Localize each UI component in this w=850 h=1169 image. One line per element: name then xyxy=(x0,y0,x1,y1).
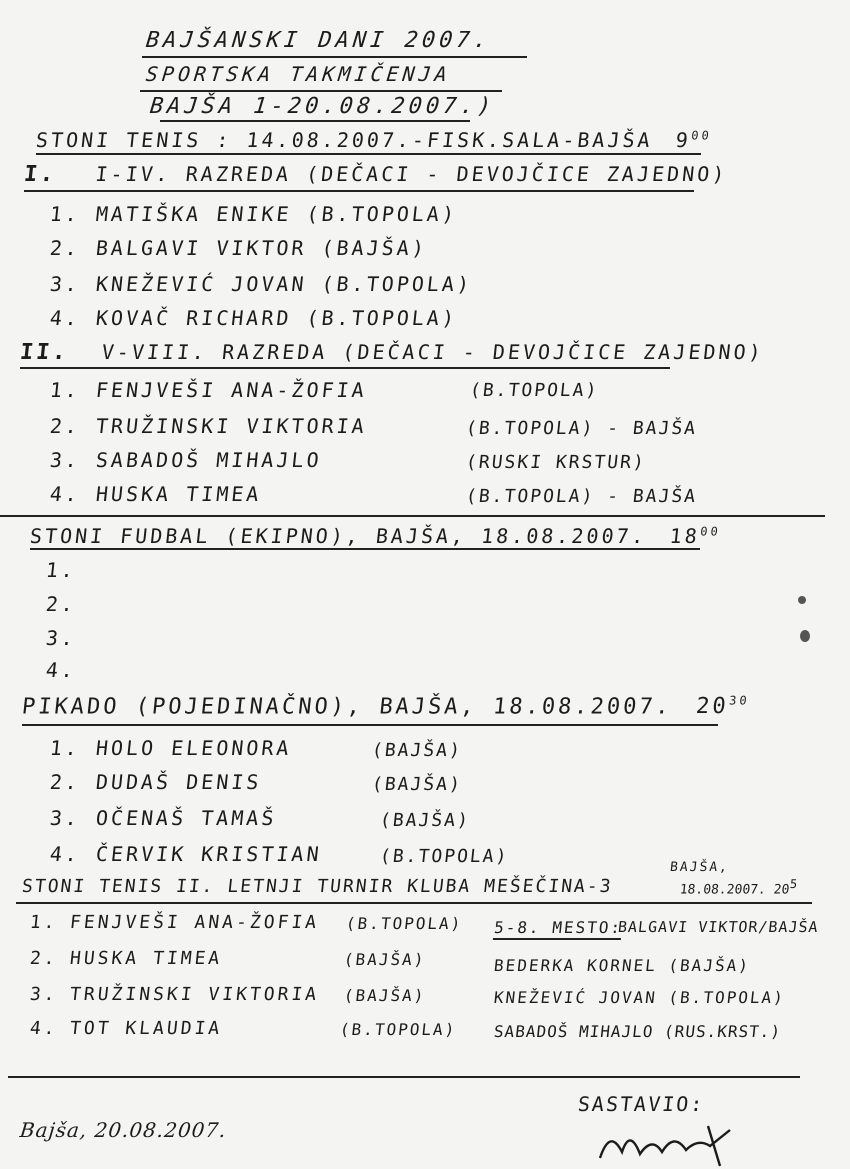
category-label: V-VIII. RAZREDA (DEČACI - DEVOJČICE ZAJEDNO) xyxy=(100,340,765,364)
item-name: MATIŠKA ENIKE xyxy=(94,202,293,226)
section-underline xyxy=(36,153,701,155)
item-number: 3. xyxy=(48,272,82,296)
category-underline xyxy=(24,190,694,192)
list-item xyxy=(29,984,320,1005)
item-number: 2. xyxy=(48,236,82,260)
list-item: 1. xyxy=(44,558,78,582)
item-name: HUSKA TIMEA xyxy=(94,482,263,506)
item-name: KNEŽEVIĆ JOVAN xyxy=(94,272,308,296)
header-subtitle: SPORTSKA TAKMIČENJA xyxy=(144,62,453,86)
header-underline-3 xyxy=(160,120,470,122)
item-number: 3. xyxy=(28,984,59,1005)
section-underline xyxy=(22,724,718,726)
section-time xyxy=(695,694,751,719)
time-min: 00 xyxy=(699,524,722,539)
item-club: (B.TOPOLA) xyxy=(345,914,464,933)
item-club: (BAJŠA) xyxy=(378,810,471,831)
item-club: (BAJŠA) xyxy=(370,740,463,761)
places-item: BEDERKA KORNEL (BAJŠA) xyxy=(493,956,751,975)
time-hour: 20 xyxy=(694,694,730,720)
item-number: 3. xyxy=(48,806,82,830)
section-time xyxy=(674,128,712,152)
list-item xyxy=(49,378,368,402)
header-underline-2 xyxy=(140,90,502,92)
item-name: FENJVEŠI ANA-ŽOFIA xyxy=(68,912,321,933)
list-item xyxy=(29,948,223,969)
time-min: 30 xyxy=(728,694,751,708)
item-club: (B.TOPOLA) xyxy=(468,380,600,401)
list-item: 2. xyxy=(44,592,78,616)
section-stoni-fudbal-title xyxy=(29,524,722,548)
section-underline xyxy=(16,902,812,904)
section-pikado-title xyxy=(21,694,751,719)
time-hour: 20 xyxy=(772,882,791,898)
section-stoni-tenis-title xyxy=(35,128,713,152)
roman-numeral: I. xyxy=(22,162,58,187)
list-item: 3. xyxy=(44,626,78,650)
item-club: (RUSKI KRSTUR) xyxy=(464,452,647,473)
list-item xyxy=(49,306,459,330)
item-number: 4. xyxy=(48,306,82,330)
places-item: SABADOŠ MIHAJLO (RUS.KRST.) xyxy=(493,1022,783,1041)
item-name: DUDAŠ DENIS xyxy=(94,770,263,794)
item-name: BALGAVI VIKTOR xyxy=(94,236,308,260)
item-number: 2. xyxy=(48,414,82,438)
places-item: KNEŽEVIĆ JOVAN (B.TOPOLA) xyxy=(493,988,786,1007)
item-club: (BAJŠA) xyxy=(343,950,427,969)
section-place: BAJŠA, xyxy=(669,860,730,875)
list-item xyxy=(49,770,263,794)
divider-line xyxy=(0,515,825,517)
item-club: (B.TOPOLA) - BAJŠA xyxy=(464,486,699,507)
list-item xyxy=(49,806,278,830)
header-underline-1 xyxy=(142,56,527,58)
list-item xyxy=(49,272,474,296)
time-hour: 9 xyxy=(674,128,693,152)
section-time xyxy=(679,877,798,897)
item-name: HUSKA TIMEA xyxy=(68,948,224,969)
section-title-text: PIKADO (POJEDINAČNO), BAJŠA, 18.08.2007. xyxy=(20,694,674,720)
item-name: TRUŽINSKI VIKTORIA xyxy=(68,984,321,1005)
item-club: (B.TOPOLA) xyxy=(320,272,474,296)
item-name: TOT KLAUDIA xyxy=(68,1018,224,1039)
item-club: (BAJŠA) xyxy=(370,774,463,795)
category-underline xyxy=(20,367,670,369)
time-min: 00 xyxy=(690,128,713,143)
list-item xyxy=(29,1018,223,1039)
ink-smudge xyxy=(800,630,810,642)
time-min: 5 xyxy=(789,877,798,891)
list-item xyxy=(49,236,428,260)
footer-place-date: Bajša, 20.08.2007. xyxy=(18,1118,228,1142)
header-dates: BAJŠA 1-20.08.2007.) xyxy=(148,94,497,119)
roman-numeral: II. xyxy=(18,340,71,365)
item-club: (B.TOPOLA) xyxy=(339,1020,458,1039)
item-number: 3. xyxy=(48,448,82,472)
category-label: I-IV. RAZREDA (DEČACI - DEVOJČICE ZAJEDNO) xyxy=(94,162,729,186)
section-title-text: STONI TENIS : 14.08.2007.-FISK.SALA-BAJŠA xyxy=(34,128,654,152)
time-hour: 18 xyxy=(668,524,702,548)
item-club: (B.TOPOLA) - BAJŠA xyxy=(464,418,699,439)
item-number: 1. xyxy=(28,912,59,933)
list-item xyxy=(49,736,293,760)
item-club: (BAJŠA) xyxy=(320,236,429,260)
section-underline xyxy=(30,548,700,550)
item-name: TRUŽINSKI VIKTORIA xyxy=(94,414,369,438)
list-item xyxy=(29,912,320,933)
item-club: (B.TOPOLA) xyxy=(378,846,510,867)
list-item xyxy=(49,414,368,438)
item-number: 2. xyxy=(28,948,59,969)
category-ii-heading xyxy=(19,340,765,365)
footer-divider xyxy=(8,1076,800,1078)
category-i-heading xyxy=(23,162,729,187)
ink-smudge xyxy=(798,596,806,604)
section-title-text: STONI FUDBAL (EKIPNO), BAJŠA, 18.08.2007. xyxy=(28,524,648,548)
item-number: 4. xyxy=(28,1018,59,1039)
list-item: 4. xyxy=(44,658,78,682)
signature-mark xyxy=(590,1118,740,1168)
section-stoni-tenis-turnir-title: STONI TENIS II. LETNJI TURNIR KLUBA MEŠEČINA-3 xyxy=(20,876,614,897)
item-number: 1. xyxy=(48,736,82,760)
item-name: ČERVIK KRISTIAN xyxy=(94,842,323,866)
section-time xyxy=(668,524,721,548)
item-club: (B.TOPOLA) xyxy=(305,306,459,330)
item-number: 2. xyxy=(48,770,82,794)
item-name: OČENAŠ TAMAŠ xyxy=(94,806,278,830)
places-label: 5-8. MESTO: xyxy=(493,918,623,940)
item-number: 4. xyxy=(48,482,82,506)
places-item: BALGAVI VIKTOR/BAJŠA xyxy=(617,918,820,936)
list-item xyxy=(49,482,263,506)
list-item xyxy=(49,202,459,226)
item-name: KOVAČ RICHARD xyxy=(94,306,293,330)
item-number: 1. xyxy=(48,378,82,402)
item-name: FENJVEŠI ANA-ŽOFIA xyxy=(94,378,369,402)
footer-compiled-by: SASTAVIO: xyxy=(576,1092,706,1116)
item-club: (BAJŠA) xyxy=(343,986,427,1005)
item-club: (B.TOPOLA) xyxy=(305,202,459,226)
item-number: 4. xyxy=(48,842,82,866)
list-item xyxy=(49,448,323,472)
item-name: HOLO ELEONORA xyxy=(94,736,293,760)
header-title: BAJŠANSKI DANI 2007. xyxy=(144,28,493,53)
list-item xyxy=(49,842,323,866)
item-name: SABADOŠ MIHAJLO xyxy=(94,448,323,472)
section-date: 18.08.2007. xyxy=(678,882,767,898)
item-number: 1. xyxy=(48,202,82,226)
